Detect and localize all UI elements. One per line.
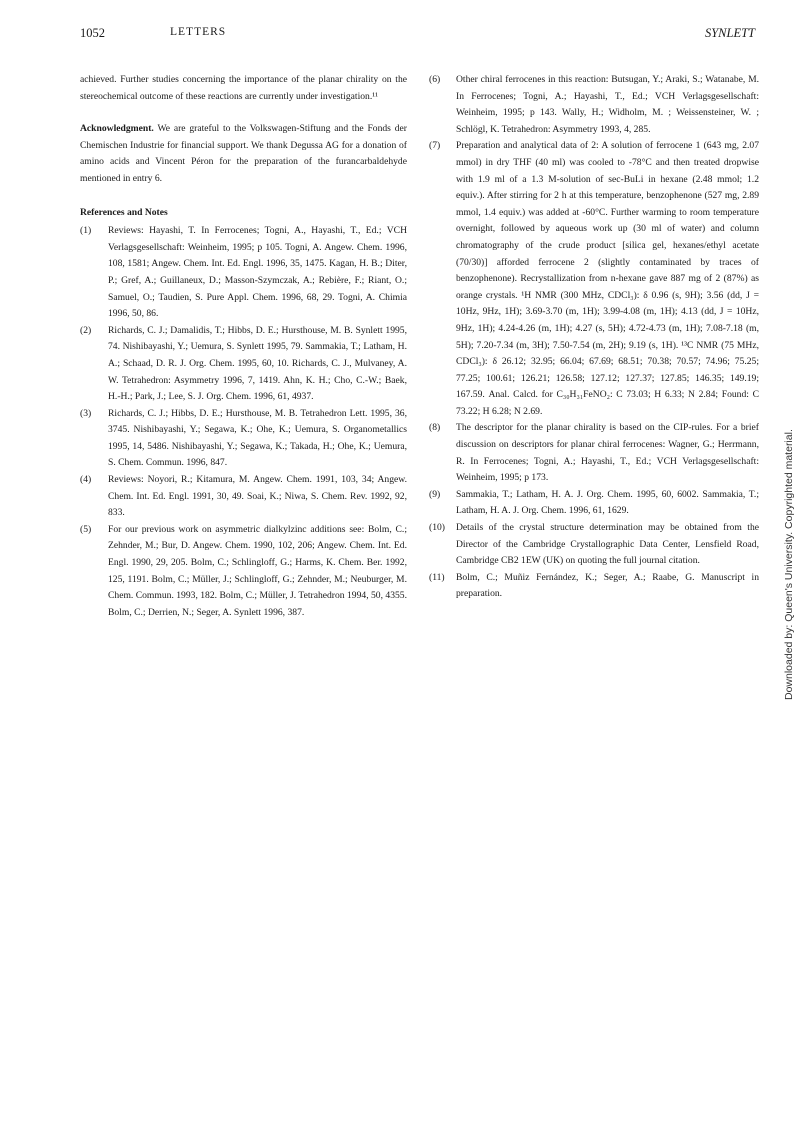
- right-column: [429, 72, 759, 603]
- reference-text: Preparation and analytical data of 2: A solution of ferrocene 1 (643 mg, 2.07 mmol) in dry THF (40 ml) was cooled to -78°C and then treated dropwise with 1.9 ml of a 1.3 M-solution of sec-BuLi in hexane (2.48 mmol; 1.2 equiv.). After stirring for 2 h at this temperature, benzophenone (527 mg, 2.89 mmol, 1.4 equiv.) was added at -60°C. Further warming to room temperature overnight, followed by aqueous work up (30 ml of water) and column chromatography of the crude product [silica gel, hexanes/ethyl acetate (70/30)] afforded ferrocene 2 (slightly contaminated by traces of benzophenone). Recrystallization from n-hexane gave 887 mg of 2 (87%) as orange crystals. ¹H NMR (300 MHz, CDCl₃): δ 0.96 (s, 9H); 3.56 (dd, J = 10Hz, 9Hz, 1H); 3.69-3.70 (m, 1H); 3.99-4.08 (m, 1H); 4.13 (dd, J = 10Hz, 9Hz, 1H); 4.24-4.26 (m, 1H); 4.27 (s, 5H); 4.72-4.73 (m, 1H); 7.08-7.18 (m, 5H); 7.20-7.34 (m, 3H); 7.50-7.54 (m, 2H); 9.19 (s, 1H). ¹³C NMR (75 MHz, CDCl₃): δ 26.12; 32.95; 66.04; 67.69; 68.51; 70.38; 70.57; 74.96; 75.25; 77.25; 100.61; 126.21; 126.58; 127.12; 127.37; 127.85; 146.35; 149.19; 167.59. Anal. Calcd. for C₃₀H₃₁FeNO₂: C 73.03; H 6.33; N 2.84; Found: C 73.22; H 6.28; N 2.69.: [456, 140, 759, 417]
- reference-number: (11): [429, 571, 445, 583]
- reference-item: [429, 72, 759, 138]
- page-number: 1052: [80, 26, 105, 40]
- reference-text: Other chiral ferrocenes in this reaction: Butsugan, Y.; Araki, S.; Watanabe, M. In Ferrocenes; Togni, A.; Hayashi, T., Ed.; VCH Verlagsgesellschaft: Weinheim, 1995; p 143. Wally, H.; Widholm, M. ; Weissensteiner, W. ; Schlögl, K. Tetrahedron: Asymmetry 1993, 4, 285.: [456, 74, 759, 135]
- intro-paragraph: achieved. Further studies concerning the importance of the planar chirality on the stereochemical outcome of these reactions are currently under investigation.¹¹: [80, 74, 407, 102]
- reference-item: [429, 487, 759, 520]
- reference-number: (8): [429, 422, 441, 434]
- reference-text: Richards, C. J.; Damalidis, T.; Hibbs, D. E.; Hursthouse, M. B. Synlett 1995, 74. Nishibayashi, Y.; Uemura, S. Synlett 1995, 79. Sammakia, T.; Latham, H. A.; Schaad, D. R. J. Org. Chem. 1995, 60, 10. Richards, C. J., Mulvaney, A. W. Tetrahedron: Asymmetry 1996, 7, 1419. Ahn, K. H.; Cho, C.-W.; Baek, H.-H.; Park, J.; Lee, S. J. Org. Chem. 1996, 61, 4937.: [108, 324, 407, 403]
- reference-number: (4): [80, 474, 92, 486]
- left-column: [80, 72, 407, 621]
- reference-item: [80, 323, 407, 406]
- reference-number: (1): [80, 225, 92, 237]
- reference-item: [80, 406, 407, 472]
- reference-number: (3): [80, 407, 92, 419]
- reference-number: (7): [429, 140, 441, 152]
- reference-item: [80, 472, 407, 522]
- journal-name: SYNLETT: [704, 26, 755, 40]
- download-watermark: Downloaded by: Queen's University. Copyrighted material.: [783, 429, 795, 700]
- reference-text: Sammakia, T.; Latham, H. A. J. Org. Chem. 1995, 60, 6002. Sammakia, T.; Latham, H. A. J. Org. Chem. 1996, 61, 1629.: [456, 488, 759, 517]
- reference-number: (9): [429, 488, 441, 500]
- reference-number: (10): [429, 522, 445, 534]
- reference-item: [80, 522, 407, 622]
- references-heading: References and Notes: [80, 206, 168, 218]
- reference-item: [429, 420, 759, 486]
- acknowledgment-heading: Acknowledgment.: [80, 123, 154, 135]
- reference-item: [80, 223, 407, 323]
- reference-item: [429, 138, 759, 420]
- reference-text: Reviews: Noyori, R.; Kitamura, M. Angew. Chem. 1991, 103, 34; Angew. Chem. Int. Ed. Engl. 1991, 30, 49. Soai, K.; Niwa, S. Chem. Rev. 1992, 92, 833.: [108, 474, 407, 519]
- reference-text: The descriptor for the planar chirality is based on the CIP-rules. For a brief discussion on descriptors for planar chiral ferrocenes: Wagner, G.; Herrmann, R. In Ferrocenes; Togni, A.; Hayashi, T., Ed.; VCH Verlagsgesellschaft: Weinheim, 1995; p 173.: [456, 422, 759, 484]
- section-title: LETTERS: [170, 26, 227, 38]
- reference-text: Richards, C. J.; Hibbs, D. E.; Hursthouse, M. B. Tetrahedron Lett. 1995, 36, 3745. Nishibayashi, Y.; Segawa, K.; Ohe, K.; Uemura, S. Organometallics 1995, 14, 5486. Nishibayashi, Y.; Segawa, K.; Takada, H.; Ohe, K.; Uemura, S. Chem. Commun. 1996, 847.: [108, 407, 407, 469]
- reference-text: For our previous work on asymmetric dialkylzinc additions see: Bolm, C.; Zehnder, M.; Bur, D. Angew. Chem. 1990, 102, 206; Angew. Chem. Int. Ed. Engl. 1990, 29, 205. Bolm, C.; Schlingloff, G.; Harms, K. Chem. Ber. 1992, 125, 1191. Bolm, C.; Müller, J.; Schlingloff, G.; Zehnder, M.; Neuburger, M. Chem. Commun. 1993, 182. Bolm, C.; Müller, J. Tetrahedron 1994, 50, 4355. Bolm, C.; Derrien, N.; Seger, A. Synlett 1996, 387.: [108, 523, 407, 618]
- reference-item: [429, 570, 759, 603]
- reference-item: [429, 520, 759, 570]
- reference-text: Bolm, C.; Muñiz Fernández, K.; Seger, A.; Raabe, G. Manuscript in preparation.: [456, 571, 759, 600]
- acknowledgment-paragraph: [80, 121, 407, 187]
- reference-number: (6): [429, 74, 441, 85]
- acknowledgment-text: We are grateful to the Volkswagen-Stiftung and the Fonds der Chemischen Industrie for financial support. We thank Degussa AG for a donation of amino acids and Vincent Péron for the preparation of the furancarbaldehyde mentioned in entry 6.: [80, 123, 407, 184]
- reference-number: (5): [80, 523, 92, 535]
- reference-number: (2): [80, 324, 92, 336]
- reference-text: Reviews: Hayashi, T. In Ferrocenes; Togni, A., Hayashi, T., Ed.; VCH Verlagsgesellschaft: Weinheim, 1995; p 105. Togni, A. Angew. Chem. 1996, 108, 1581; Angew. Chem. Int. Ed. Engl. 1996, 35, 1475. Kagan, H. B.; Diter, P.; Gref, A.; Guillaneux, D.; Masson-Szymczak, A.; Rebière, F.; Riant, O.; Samuel, O.; Taudien, S. Pure Appl. Chem. 1996, 68, 29. Togni, A. Chimia 1996, 50, 86.: [108, 225, 407, 320]
- reference-text: Details of the crystal structure determination may be obtained from the Director of the Cambridge Crystallographic Data Center, Lensfield Road, Cambridge CB2 1EW (UK) on quoting the full journal citation.: [456, 522, 759, 567]
